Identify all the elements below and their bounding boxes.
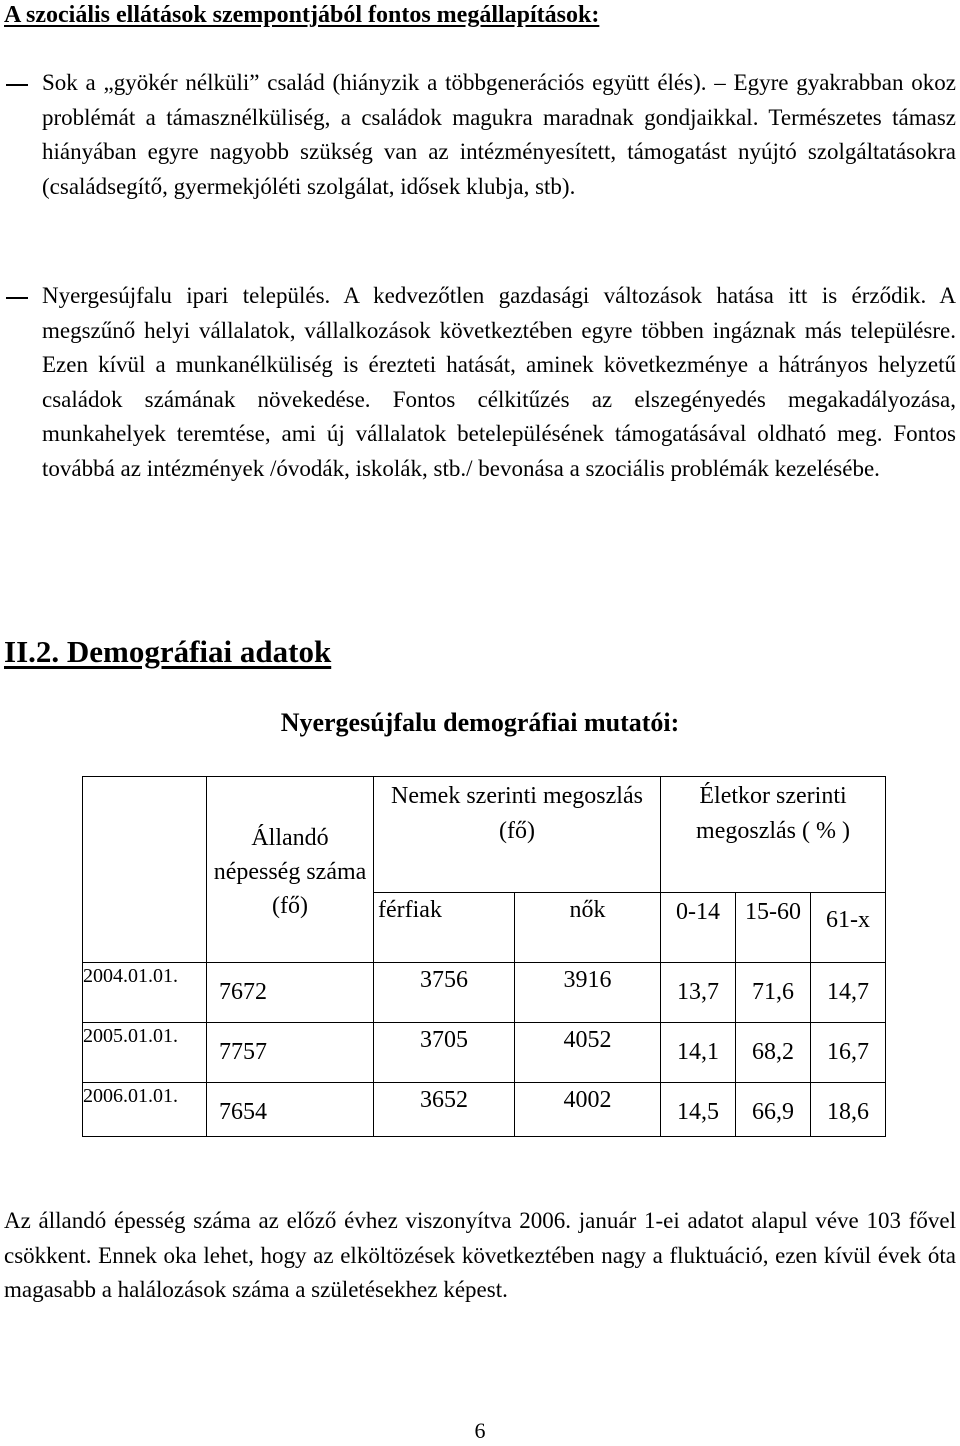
header-gender: Nemek szerinti megoszlás (fő) bbox=[374, 777, 661, 893]
row-date: 2005.01.01. bbox=[83, 1023, 207, 1083]
table-title: Nyergesújfalu demográfiai mutatói: bbox=[280, 708, 680, 737]
bullet-item bbox=[4, 66, 956, 204]
row-age-0-14: 14,1 bbox=[661, 1023, 736, 1083]
page-heading: A szociális ellátások szempontjából fontos megállapítások: bbox=[4, 2, 600, 28]
header-population: Állandó népesség száma (fő) bbox=[207, 777, 374, 963]
bullet-text: Sok a „gyökér nélküli” család (hiányzik a többgenerációs együtt élés). – Egyre gyakrabban okoz problémát a támasznélküliség, a családok magukra maradnak gondjaikkal. Természetes támasz hiányában egyre nagyobb szükség van az intézményesített, támogatást nyújtó szolgáltatásokra (családsegítő, gyermekjóléti szolgálat, idősek klubja, stb). bbox=[42, 70, 956, 199]
page-number: 6 bbox=[474, 1418, 486, 1443]
row-date: 2004.01.01. bbox=[83, 963, 207, 1023]
row-age-15-60: 71,6 bbox=[736, 963, 811, 1023]
header-male: férfiak bbox=[374, 893, 515, 963]
header-female: nők bbox=[515, 893, 661, 963]
header-age: Életkor szerinti megoszlás ( % ) bbox=[661, 777, 886, 893]
row-female: 3916 bbox=[515, 963, 661, 1023]
row-male: 3705 bbox=[374, 1023, 515, 1083]
row-age-61-x: 14,7 bbox=[811, 963, 886, 1023]
section-title: II.2. Demográfiai adatok bbox=[4, 634, 332, 669]
row-female: 4002 bbox=[515, 1083, 661, 1137]
row-population: 7654 bbox=[207, 1083, 374, 1137]
header-age-61-x: 61-x bbox=[811, 893, 886, 963]
summary-paragraph: Az állandó épesség száma az előző évhez viszonyítva 2006. január 1-ei adatot alapul véve 103 fővel csökkent. Ennek oka lehet, hogy az elköltözések következtében nagy a fluktuáció, ezen kívül évek óta magasabb a halálozások száma a születésekhez képest. bbox=[4, 1208, 956, 1302]
row-age-0-14: 13,7 bbox=[661, 963, 736, 1023]
dash-bullet-icon bbox=[6, 297, 28, 299]
row-female: 4052 bbox=[515, 1023, 661, 1083]
demographics-table bbox=[82, 776, 886, 1137]
row-age-61-x: 16,7 bbox=[811, 1023, 886, 1083]
bullet-text: Nyergesújfalu ipari település. A kedvezőtlen gazdasági változások hatása itt is érződik. A megszűnő helyi vállalatok, vállalkozások következtében egyre többen ingáznak más településre. Ezen kívül a munkanélküliség is érezteti hatását, aminek következménye a hátrányos helyzetű családok számának növekedése. Fontos célkitűzés az elszegényedés megakadályozása, munkahelyek teremtése, ami új vállalatok betelepülésének támogatásával oldható meg. Fontos továbbá az intézmények /óvodák, iskolák, stb./ bevonása a szociális problémák kezelésébe. bbox=[42, 283, 956, 481]
row-date: 2006.01.01. bbox=[83, 1083, 207, 1137]
table-row bbox=[83, 1083, 886, 1137]
row-age-0-14: 14,5 bbox=[661, 1083, 736, 1137]
row-population: 7757 bbox=[207, 1023, 374, 1083]
dash-bullet-icon bbox=[6, 84, 28, 86]
row-age-15-60: 68,2 bbox=[736, 1023, 811, 1083]
header-age-0-14: 0-14 bbox=[661, 893, 736, 963]
table-row bbox=[83, 1023, 886, 1083]
bullet-item bbox=[4, 279, 956, 486]
table-row bbox=[83, 963, 886, 1023]
header-age-15-60: 15-60 bbox=[736, 893, 811, 963]
row-age-61-x: 18,6 bbox=[811, 1083, 886, 1137]
row-age-15-60: 66,9 bbox=[736, 1083, 811, 1137]
row-male: 3756 bbox=[374, 963, 515, 1023]
row-male: 3652 bbox=[374, 1083, 515, 1137]
row-population: 7672 bbox=[207, 963, 374, 1023]
table-corner-cell bbox=[83, 777, 207, 963]
